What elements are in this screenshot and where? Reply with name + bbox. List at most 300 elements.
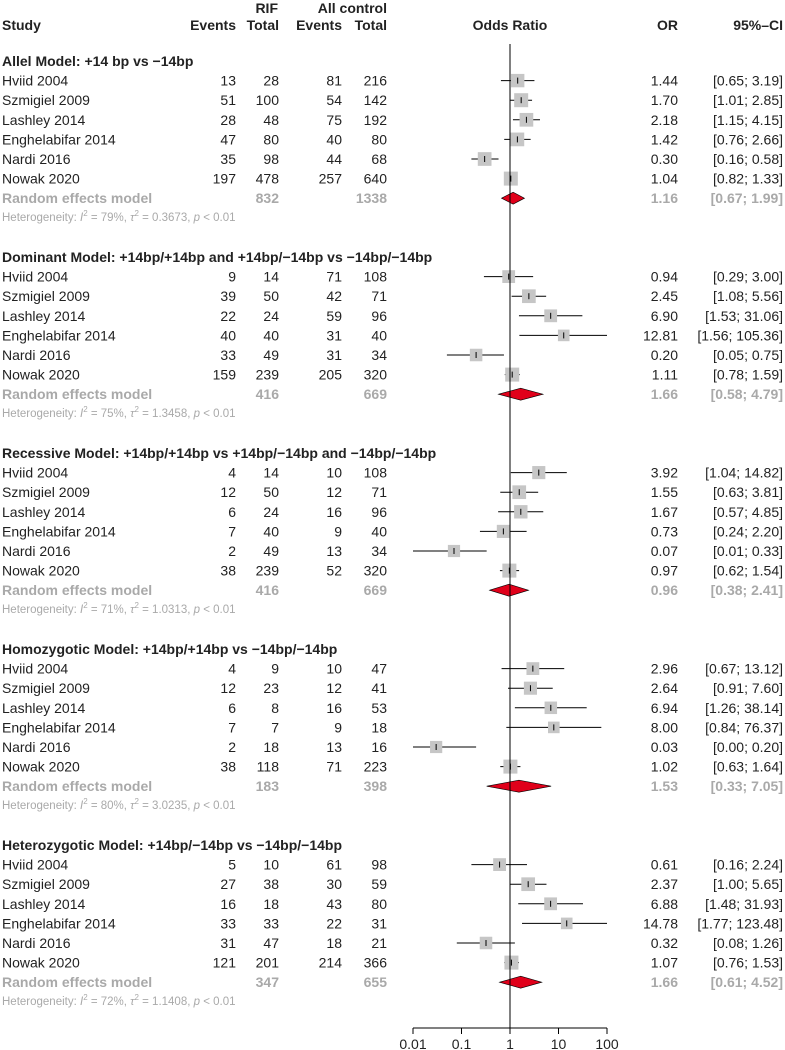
odds-ratio-value: 12.81 bbox=[642, 327, 678, 344]
pooled-row bbox=[2, 190, 783, 206]
study-row bbox=[2, 896, 783, 912]
control-total: 16 bbox=[371, 739, 387, 755]
control-total: 96 bbox=[371, 503, 387, 520]
het-prefix: Heterogeneity: bbox=[2, 996, 80, 1009]
het-i2-superscript: 2 bbox=[83, 797, 88, 807]
pooled-label: Random effects model bbox=[2, 778, 153, 795]
rif-total: 24 bbox=[263, 503, 279, 520]
rif-events: 197 bbox=[212, 170, 236, 187]
study-name: Szmigiel 2009 bbox=[2, 288, 90, 305]
heterogeneity-text bbox=[2, 797, 236, 812]
group-5 bbox=[2, 837, 783, 1008]
study-name: Szmigiel 2009 bbox=[2, 876, 90, 893]
control-events: 42 bbox=[326, 288, 342, 305]
control-total: 366 bbox=[363, 954, 387, 971]
control-events: 205 bbox=[318, 366, 342, 383]
study-name: Lashley 2014 bbox=[2, 895, 86, 912]
odds-ratio-value: 6.90 bbox=[650, 307, 678, 324]
rif-events: 40 bbox=[220, 327, 236, 344]
study-mark bbox=[504, 172, 518, 186]
odds-ratio-value: 2.96 bbox=[650, 660, 678, 677]
heterogeneity-text bbox=[2, 993, 236, 1008]
pooled-ci-value: [0.58; 4.79] bbox=[710, 386, 783, 403]
rif-total: 49 bbox=[263, 543, 279, 559]
rif-events: 38 bbox=[220, 758, 236, 775]
header-control-total: Total bbox=[354, 17, 387, 33]
rif-events: 7 bbox=[228, 523, 236, 540]
het-tau-superscript: 2 bbox=[134, 405, 139, 415]
study-mark bbox=[502, 662, 565, 675]
control-total: 98 bbox=[371, 856, 387, 873]
study-name: Enghelabifar 2014 bbox=[2, 523, 116, 540]
control-events: 10 bbox=[326, 464, 342, 481]
study-name: Hviid 2004 bbox=[2, 268, 69, 285]
control-events: 214 bbox=[318, 954, 342, 971]
control-total: 108 bbox=[363, 464, 387, 481]
het-tau-superscript: 2 bbox=[134, 797, 139, 807]
pooled-or-value: 1.16 bbox=[650, 190, 678, 207]
study-row bbox=[2, 73, 783, 89]
pooled-diamond bbox=[499, 388, 543, 400]
study-mark bbox=[505, 368, 520, 382]
forest-rows bbox=[2, 53, 783, 1008]
het-i2-value: = 75%, bbox=[87, 408, 131, 421]
ci-value: [0.57; 4.85] bbox=[712, 503, 783, 520]
study-mark bbox=[447, 349, 504, 362]
study-row bbox=[2, 915, 783, 931]
study-mark bbox=[504, 956, 519, 970]
het-i2-superscript: 2 bbox=[83, 405, 88, 415]
het-i2-value: = 80%, bbox=[87, 800, 131, 813]
study-name: Enghelabifar 2014 bbox=[2, 915, 116, 932]
group-title: Dominant Model: +14bp/+14bp and +14bp/−14bp vs −14bp/−14bp bbox=[2, 249, 433, 265]
control-events: 61 bbox=[326, 856, 342, 873]
rif-events: 12 bbox=[220, 484, 236, 501]
control-total: 216 bbox=[363, 72, 387, 89]
rif-events: 7 bbox=[228, 719, 236, 736]
het-p-symbol: p bbox=[193, 212, 201, 225]
rif-events: 35 bbox=[220, 151, 236, 167]
study-row bbox=[2, 563, 783, 579]
study-row bbox=[2, 112, 783, 128]
odds-ratio-value: 1.07 bbox=[650, 954, 678, 971]
rif-total: 9 bbox=[271, 660, 279, 677]
study-row bbox=[2, 367, 783, 383]
header-odds-ratio: Odds Ratio bbox=[472, 17, 548, 33]
control-total: 47 bbox=[371, 660, 387, 677]
forest-marks bbox=[413, 44, 607, 1028]
odds-ratio-value: 1.04 bbox=[650, 170, 678, 187]
rif-total: 8 bbox=[271, 699, 279, 716]
control-total: 53 bbox=[371, 699, 387, 716]
study-name: Lashley 2014 bbox=[2, 503, 86, 520]
ci-value: [0.08; 1.26] bbox=[712, 935, 783, 951]
odds-ratio-value: 0.03 bbox=[650, 739, 678, 755]
control-events: 52 bbox=[326, 562, 342, 579]
header-control-events: Events bbox=[296, 17, 342, 33]
study-name: Nardi 2016 bbox=[2, 347, 71, 363]
study-row bbox=[2, 543, 783, 559]
rif-total: 28 bbox=[263, 72, 279, 89]
rif-events: 5 bbox=[228, 856, 236, 873]
pooled-or-value: 1.66 bbox=[650, 974, 678, 991]
pooled-label: Random effects model bbox=[2, 190, 153, 207]
control-total: 80 bbox=[371, 131, 387, 148]
control-total: 96 bbox=[371, 307, 387, 324]
het-p-value: < 0.01 bbox=[200, 212, 236, 225]
control-events: 75 bbox=[326, 111, 342, 128]
control-events: 9 bbox=[334, 719, 342, 736]
odds-ratio-value: 2.64 bbox=[650, 680, 678, 697]
het-i2-value: = 71%, bbox=[87, 604, 131, 617]
study-row bbox=[2, 92, 783, 108]
ci-value: [0.91; 7.60] bbox=[712, 680, 783, 697]
study-name: Nowak 2020 bbox=[2, 170, 80, 187]
control-events: 13 bbox=[326, 543, 342, 559]
het-i2-superscript: 2 bbox=[83, 993, 88, 1003]
rif-total: 38 bbox=[263, 876, 279, 893]
rif-total: 7 bbox=[271, 719, 279, 736]
rif-events: 51 bbox=[220, 92, 236, 109]
study-row bbox=[2, 465, 783, 481]
pooled-rif-total: 416 bbox=[255, 386, 279, 403]
control-total: 71 bbox=[371, 288, 387, 305]
control-events: 71 bbox=[326, 758, 342, 775]
ci-value: [1.00; 5.65] bbox=[712, 876, 783, 893]
ci-value: [0.29; 3.00] bbox=[712, 268, 783, 285]
study-name: Lashley 2014 bbox=[2, 699, 86, 716]
study-mark bbox=[504, 133, 530, 147]
control-total: 41 bbox=[371, 680, 387, 697]
control-total: 71 bbox=[371, 484, 387, 501]
odds-ratio-value: 1.02 bbox=[650, 758, 678, 775]
study-row bbox=[2, 308, 783, 324]
control-events: 10 bbox=[326, 660, 342, 677]
rif-events: 31 bbox=[220, 935, 236, 951]
het-tau-value: = 1.1408, bbox=[138, 996, 194, 1009]
study-name: Lashley 2014 bbox=[2, 111, 86, 128]
odds-ratio-value: 0.32 bbox=[650, 935, 678, 951]
pooled-rif-total: 416 bbox=[255, 582, 279, 599]
het-tau-symbol: τ bbox=[130, 800, 135, 813]
ci-value: [0.63; 1.64] bbox=[712, 758, 783, 775]
het-i2-value: = 79%, bbox=[87, 212, 131, 225]
heterogeneity-text bbox=[2, 209, 236, 224]
pooled-rif-total: 832 bbox=[255, 190, 279, 207]
rif-total: 14 bbox=[263, 268, 279, 285]
het-p-value: < 0.01 bbox=[200, 604, 236, 617]
study-row bbox=[2, 661, 783, 677]
pooled-ci-value: [0.61; 4.52] bbox=[710, 974, 783, 991]
odds-ratio-value: 0.20 bbox=[650, 347, 678, 363]
study-mark bbox=[471, 858, 527, 871]
group-title: Homozygotic Model: +14bp/+14bp vs −14bp/−14bp bbox=[2, 641, 338, 657]
rif-events: 12 bbox=[220, 680, 236, 697]
odds-ratio-value: 2.18 bbox=[650, 111, 678, 128]
odds-ratio-value: 0.97 bbox=[650, 562, 678, 579]
group-2 bbox=[2, 249, 783, 420]
het-tau-symbol: τ bbox=[130, 604, 135, 617]
het-prefix: Heterogeneity: bbox=[2, 212, 80, 225]
x-tick-label: 0.1 bbox=[451, 1036, 472, 1050]
study-mark bbox=[506, 722, 601, 734]
control-events: 81 bbox=[326, 72, 342, 89]
pooled-row bbox=[2, 386, 783, 402]
ci-value: [0.78; 1.59] bbox=[712, 366, 783, 383]
x-tick-label: 0.01 bbox=[399, 1036, 427, 1050]
rif-events: 13 bbox=[220, 72, 236, 89]
control-events: 257 bbox=[318, 170, 342, 187]
odds-ratio-value: 0.30 bbox=[650, 151, 678, 167]
pooled-control-total: 398 bbox=[363, 778, 387, 795]
study-row bbox=[2, 484, 783, 500]
rif-events: 28 bbox=[220, 111, 236, 128]
study-name: Nardi 2016 bbox=[2, 935, 71, 951]
het-i2-symbol: I bbox=[80, 800, 84, 813]
pooled-diamond bbox=[487, 780, 551, 792]
pooled-ci-value: [0.67; 1.99] bbox=[710, 190, 783, 207]
het-i2-symbol: I bbox=[80, 212, 84, 225]
study-mark bbox=[519, 309, 582, 322]
study-row bbox=[2, 955, 783, 971]
ci-value: [1.26; 38.14] bbox=[705, 699, 783, 716]
rif-total: 33 bbox=[263, 915, 279, 932]
control-total: 34 bbox=[371, 347, 387, 363]
rif-total: 24 bbox=[263, 307, 279, 324]
ci-value: [1.15; 4.15] bbox=[712, 111, 783, 128]
odds-ratio-value: 6.88 bbox=[650, 895, 678, 912]
control-events: 54 bbox=[326, 92, 342, 109]
study-row bbox=[2, 739, 783, 755]
control-events: 30 bbox=[326, 876, 342, 893]
study-row bbox=[2, 876, 783, 892]
rif-events: 22 bbox=[220, 307, 236, 324]
control-total: 80 bbox=[371, 895, 387, 912]
ci-value: [0.65; 3.19] bbox=[712, 72, 783, 89]
pooled-or-value: 1.53 bbox=[650, 778, 678, 795]
odds-ratio-value: 1.67 bbox=[650, 503, 678, 520]
ci-value: [0.24; 2.20] bbox=[712, 523, 783, 540]
rif-total: 239 bbox=[255, 562, 279, 579]
ci-value: [0.01; 0.33] bbox=[712, 543, 783, 559]
header-rif-group: RIF bbox=[255, 0, 278, 16]
ci-value: [0.82; 1.33] bbox=[712, 170, 783, 187]
odds-ratio-value: 0.61 bbox=[650, 856, 678, 873]
odds-ratio-value: 1.42 bbox=[650, 131, 678, 148]
study-mark bbox=[519, 330, 607, 342]
rif-events: 2 bbox=[228, 739, 236, 755]
study-row bbox=[2, 719, 783, 735]
ci-value: [0.00; 0.20] bbox=[712, 739, 783, 755]
rif-events: 16 bbox=[220, 895, 236, 912]
study-mark bbox=[501, 74, 535, 87]
study-mark bbox=[413, 741, 476, 753]
study-mark bbox=[513, 113, 540, 127]
control-total: 640 bbox=[363, 170, 387, 187]
pooled-label: Random effects model bbox=[2, 974, 153, 991]
control-total: 320 bbox=[363, 366, 387, 383]
rif-total: 100 bbox=[255, 92, 279, 109]
study-row bbox=[2, 151, 783, 167]
odds-ratio-value: 0.73 bbox=[650, 523, 678, 540]
rif-events: 9 bbox=[228, 268, 236, 285]
header-control-group: All control bbox=[317, 0, 387, 16]
rif-total: 14 bbox=[263, 464, 279, 481]
ci-value: [1.56; 105.36] bbox=[697, 327, 783, 344]
ci-value: [1.01; 2.85] bbox=[712, 92, 783, 109]
study-mark bbox=[512, 289, 547, 303]
control-events: 9 bbox=[334, 523, 342, 540]
study-row bbox=[2, 347, 783, 363]
study-name: Enghelabifar 2014 bbox=[2, 719, 116, 736]
odds-ratio-value: 1.44 bbox=[650, 72, 678, 89]
study-mark bbox=[511, 466, 567, 479]
odds-ratio-value: 2.37 bbox=[650, 876, 678, 893]
rif-total: 23 bbox=[263, 680, 279, 697]
header-or: OR bbox=[657, 17, 678, 33]
rif-total: 239 bbox=[255, 366, 279, 383]
rif-total: 10 bbox=[263, 856, 279, 873]
het-tau-value: = 0.3673, bbox=[138, 212, 194, 225]
x-tick-label: 10 bbox=[550, 1036, 567, 1050]
rif-total: 47 bbox=[263, 935, 279, 951]
control-events: 59 bbox=[326, 307, 342, 324]
rif-total: 18 bbox=[263, 895, 279, 912]
control-total: 21 bbox=[371, 935, 387, 951]
control-total: 320 bbox=[363, 562, 387, 579]
group-1 bbox=[2, 53, 783, 224]
pooled-ci-value: [0.38; 2.41] bbox=[710, 582, 783, 599]
control-total: 223 bbox=[363, 758, 387, 775]
header-ci: 95%–CI bbox=[733, 17, 783, 33]
pooled-control-total: 1338 bbox=[355, 190, 387, 207]
group-title: Recessive Model: +14bp/+14bp vs +14bp/−14bp and −14bp/−14bp bbox=[2, 445, 437, 461]
het-p-symbol: p bbox=[193, 800, 201, 813]
odds-ratio-value: 6.94 bbox=[650, 699, 678, 716]
control-total: 59 bbox=[371, 876, 387, 893]
het-p-value: < 0.01 bbox=[200, 800, 236, 813]
control-events: 12 bbox=[326, 680, 342, 697]
het-i2-symbol: I bbox=[80, 408, 84, 421]
study-row bbox=[2, 288, 783, 304]
rif-events: 4 bbox=[228, 660, 236, 677]
control-events: 44 bbox=[326, 151, 342, 167]
ci-value: [0.05; 0.75] bbox=[712, 347, 783, 363]
het-i2-superscript: 2 bbox=[83, 209, 88, 219]
rif-events: 6 bbox=[228, 503, 236, 520]
pooled-row bbox=[2, 582, 783, 598]
study-row bbox=[2, 700, 783, 716]
pooled-rif-total: 183 bbox=[255, 778, 279, 795]
study-name: Nardi 2016 bbox=[2, 543, 71, 559]
het-i2-symbol: I bbox=[80, 604, 84, 617]
het-tau-value: = 1.0313, bbox=[138, 604, 194, 617]
rif-total: 50 bbox=[263, 484, 279, 501]
ci-value: [0.16; 2.24] bbox=[712, 856, 783, 873]
control-total: 142 bbox=[363, 92, 387, 109]
study-mark bbox=[510, 93, 532, 107]
ci-value: [1.77; 123.48] bbox=[697, 915, 783, 932]
het-p-value: < 0.01 bbox=[200, 996, 236, 1009]
study-name: Szmigiel 2009 bbox=[2, 680, 90, 697]
pooled-control-total: 655 bbox=[363, 974, 387, 991]
pooled-label: Random effects model bbox=[2, 582, 153, 599]
study-mark bbox=[480, 525, 527, 538]
rif-total: 50 bbox=[263, 288, 279, 305]
het-tau-superscript: 2 bbox=[134, 993, 139, 1003]
control-events: 43 bbox=[326, 895, 342, 912]
het-i2-value: = 72%, bbox=[87, 996, 131, 1009]
study-row bbox=[2, 327, 783, 343]
pooled-ci-value: [0.33; 7.05] bbox=[710, 778, 783, 795]
pooled-control-total: 669 bbox=[363, 582, 387, 599]
ci-value: [0.84; 76.37] bbox=[705, 719, 783, 736]
control-events: 13 bbox=[326, 739, 342, 755]
het-tau-symbol: τ bbox=[130, 996, 135, 1009]
rif-total: 98 bbox=[263, 151, 279, 167]
header-rif-total: Total bbox=[246, 17, 279, 33]
study-name: Hviid 2004 bbox=[2, 464, 69, 481]
study-row bbox=[2, 269, 783, 285]
pooled-row bbox=[2, 974, 783, 990]
ci-value: [0.62; 1.54] bbox=[712, 562, 783, 579]
control-total: 68 bbox=[371, 151, 387, 167]
study-name: Nowak 2020 bbox=[2, 758, 80, 775]
study-name: Szmigiel 2009 bbox=[2, 92, 90, 109]
column-headers bbox=[2, 0, 783, 33]
control-events: 31 bbox=[326, 347, 342, 363]
control-events: 16 bbox=[326, 699, 342, 716]
het-tau-value: = 3.0235, bbox=[138, 800, 194, 813]
control-events: 22 bbox=[326, 915, 342, 932]
study-mark bbox=[457, 937, 515, 950]
study-row bbox=[2, 504, 783, 520]
study-name: Nardi 2016 bbox=[2, 151, 71, 167]
odds-ratio-value: 1.70 bbox=[650, 92, 678, 109]
pooled-control-total: 669 bbox=[363, 386, 387, 403]
group-4 bbox=[2, 641, 783, 812]
study-name: Hviid 2004 bbox=[2, 72, 69, 89]
odds-ratio-value: 0.07 bbox=[650, 543, 678, 559]
study-name: Nardi 2016 bbox=[2, 739, 71, 755]
rif-total: 118 bbox=[256, 758, 279, 775]
rif-total: 48 bbox=[263, 111, 279, 128]
ci-value: [1.08; 5.56] bbox=[712, 288, 783, 305]
control-total: 108 bbox=[363, 268, 387, 285]
pooled-row bbox=[2, 778, 783, 794]
ci-value: [1.04; 14.82] bbox=[705, 464, 783, 481]
het-tau-symbol: τ bbox=[130, 212, 135, 225]
het-p-symbol: p bbox=[193, 996, 201, 1009]
study-mark bbox=[471, 152, 498, 166]
study-name: Nowak 2020 bbox=[2, 954, 80, 971]
rif-total: 49 bbox=[263, 347, 279, 363]
study-name: Lashley 2014 bbox=[2, 307, 86, 324]
odds-ratio-value: 14.78 bbox=[642, 915, 678, 932]
rif-total: 201 bbox=[255, 954, 279, 971]
rif-events: 6 bbox=[228, 699, 236, 716]
study-row bbox=[2, 759, 783, 775]
group-3 bbox=[2, 445, 783, 616]
pooled-diamond bbox=[490, 584, 529, 596]
control-events: 31 bbox=[326, 327, 342, 344]
study-row bbox=[2, 680, 783, 696]
study-mark bbox=[484, 270, 533, 283]
ci-value: [0.63; 3.81] bbox=[712, 484, 783, 501]
het-i2-superscript: 2 bbox=[83, 601, 88, 611]
control-total: 31 bbox=[371, 915, 387, 932]
het-i2-symbol: I bbox=[80, 996, 84, 1009]
